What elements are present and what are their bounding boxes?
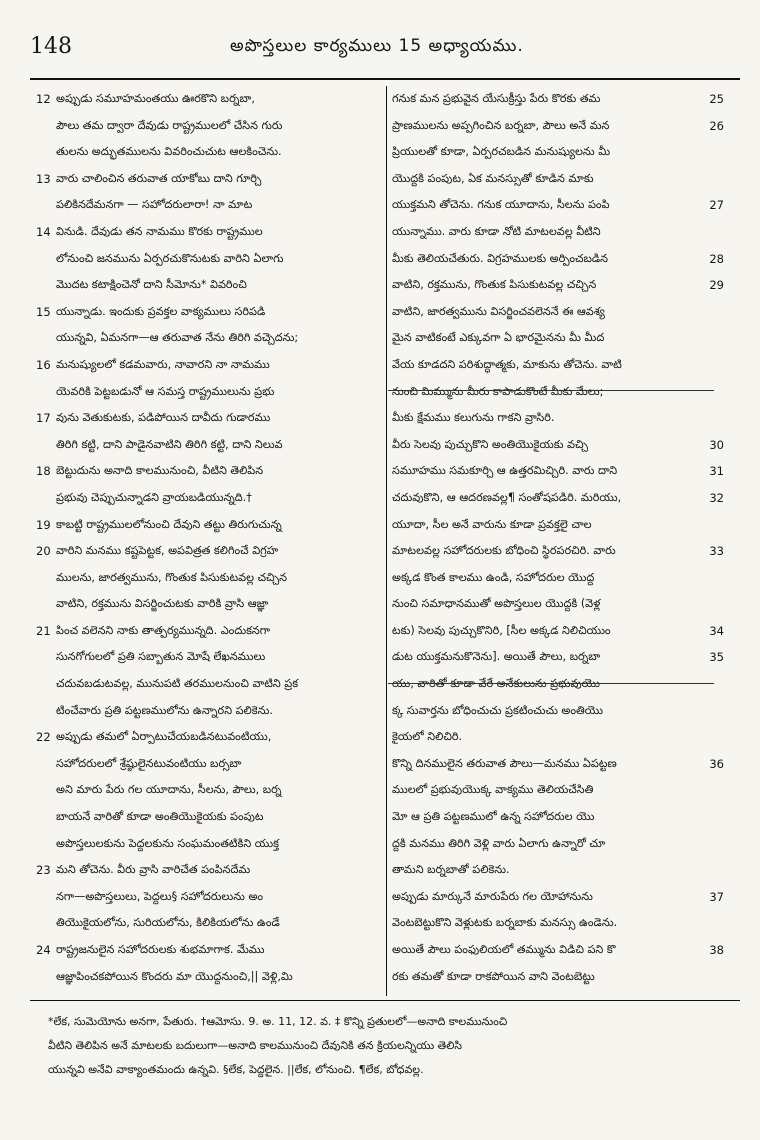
- verse-line: [36, 299, 382, 326]
- verse-text: వాటిని, జారత్వమును విసర్జించవలెననే ఈ ఆవశ్య: [392, 304, 605, 318]
- verse-text: రాష్ట్రజనులైన సహోదరులకు శుభమాగాక. మేము: [56, 943, 265, 956]
- verse-number: 26: [709, 118, 724, 133]
- paragraph-separator: [388, 683, 714, 684]
- verse-text: మీకు తెలియచేతురు. విగ్రహములకు అర్పించబడిన: [392, 251, 609, 265]
- verse-line: [392, 405, 724, 432]
- verse-number: 24: [36, 943, 51, 957]
- verse-text: అని మారు పేరు గల యూదాను, సీలను, పౌలు, బర్న: [56, 783, 282, 797]
- left-column: [36, 86, 382, 996]
- verse-line: [392, 937, 724, 964]
- verse-number: 36: [709, 756, 724, 771]
- verse-text: మని తోచెను. వీరు వ్రాసి వారిచేత పంపినదేమ: [56, 863, 251, 877]
- verse-line: [36, 937, 382, 964]
- verse-line: [36, 964, 382, 991]
- verse-line: [36, 671, 382, 698]
- verse-line: [36, 192, 382, 219]
- verse-text: నగా—అపొస్తలులు, పెద్దలు§ సహోదరులును అం: [56, 889, 264, 903]
- verse-text: కాబట్టి రాష్ట్రములలోనుంచి దేవుని తట్టు తిరుగుచున్న: [56, 517, 282, 531]
- verse-line: [392, 458, 724, 485]
- verse-text: వారు చాలించిన తరువాత యాకోబు దాని గూర్చి: [56, 171, 262, 185]
- verse-line: [36, 432, 382, 459]
- verse-line: [36, 591, 382, 618]
- verse-text: వేయ కూడదని పరిశుద్ధాత్మకు, మాకును తోచెను. వాటి: [392, 357, 622, 371]
- verse-text: యుక్తమని తోచెను. గనుక యూదాను, సీలను పంపి: [392, 198, 610, 212]
- verse-text: బాయనే వారితో కూడా అంతియొకైయకు పంపుట: [56, 810, 264, 824]
- verse-line: [36, 272, 382, 299]
- verse-text: టకు) సెలవు పుచ్చుకొనిరి, [సీల అక్కడ నిలిచియుం: [392, 623, 611, 637]
- verse-line: [36, 86, 382, 113]
- verse-line: [392, 379, 724, 406]
- verse-text: లోనుంచి జనమును ఏర్పరచుకొనుటకు వారిని ఏలాగు: [56, 251, 284, 265]
- page-number: 148: [30, 34, 72, 59]
- verse-number: 29: [709, 278, 724, 293]
- verse-line: [36, 538, 382, 565]
- verse-text: డుట యుక్తమనుకొనెను]. అయితే పౌలు, బర్నబా: [392, 650, 601, 664]
- verse-line: [392, 86, 724, 113]
- verse-number: 16: [36, 357, 51, 372]
- footnotes: [48, 1010, 738, 1082]
- verse-text: సహోదరులలో శ్రేష్ఠులైనటువంటియు బర్సబా: [56, 756, 242, 770]
- verse-text: సునగోగులలో ప్రతి సబ్బాతున మోషే లేఖనములు: [56, 650, 266, 664]
- verse-line: [36, 379, 382, 406]
- header-rule: [30, 78, 740, 80]
- verse-line: [392, 671, 724, 698]
- verse-line: [36, 219, 382, 246]
- verse-line: [36, 777, 382, 804]
- verse-line: [392, 299, 724, 326]
- verse-text: సమూహము సమకూర్చి ఆ ఉత్తరమిచ్చిరి. వారు దాని: [392, 464, 618, 478]
- verse-line: [392, 246, 724, 273]
- verse-line: [392, 777, 724, 804]
- verse-text: నుంచి మిమ్మును మీరు కాపాడుకొంటే మీకు మేలు;: [392, 384, 604, 398]
- verse-number: 23: [36, 863, 51, 878]
- verse-line: [392, 751, 724, 778]
- verse-line: [392, 618, 724, 645]
- verse-number: 15: [36, 304, 51, 319]
- verse-text: మో ఆ ప్రతి పట్టణములో ఉన్న సహోదరుల యొ: [392, 810, 595, 824]
- footnote-line: వీటిని తెలిపిన అనే మాటలకు బదులుగా—అనాది కాలమునుంచి దేవునికి తన క్రియలన్నియు తెలిసి: [48, 1039, 463, 1052]
- verse-line: [392, 352, 724, 379]
- verse-text: ద్దకి మనము తిరిగి వెళ్లి వారు ఏలాగు ఉన్నారో చూ: [392, 836, 606, 850]
- verse-line: [392, 857, 724, 884]
- verse-line: [36, 644, 382, 671]
- verse-line: [36, 405, 382, 432]
- verse-line: [392, 432, 724, 459]
- page-header: [30, 30, 740, 70]
- verse-line: [36, 724, 382, 751]
- footnote-line: యున్నవి అనేవి వాక్యాంతమందు ఉన్నవి. §లేక, పెద్దలైన. ||లేక, లోనుంచి. ¶లేక, బోధవల్ల.: [48, 1063, 424, 1076]
- verse-number: 14: [36, 224, 51, 239]
- footnote-line: *లేక, సుమెయోను అనగా, పేతురు. †ఆమోసు. 9. అ. 11, 12. వ. ‡ కొన్ని ప్రతులలో—అనాది కాలమునుంచి: [48, 1015, 508, 1028]
- verse-text: అక్కడ కొంత కాలము ఉండి, సహోదరుల యొద్ద: [392, 570, 595, 584]
- verse-number: 17: [36, 411, 51, 426]
- verse-line: [392, 192, 724, 219]
- verse-line: [392, 565, 724, 592]
- verse-text: కొన్ని దినములైన తరువాత పౌలు—మనము ఏపట్టణ: [392, 756, 617, 770]
- verse-text: చదువుకొని, ఆ ఆదరణవల్ల¶ సంతోషపడిరి. మరియు,: [392, 490, 622, 504]
- verse-text: ములను, జారత్వమును, గొంతుక పిసుకుటవల్ల చచ్చిన: [56, 570, 287, 584]
- verse-text: నుంచి సమాధానముతో అపొస్తలుల యొద్దకి (వెళ్ల: [392, 597, 601, 611]
- verse-line: [392, 591, 724, 618]
- verse-text: వారిని మనము కష్టపెట్టక, అపవిత్రత కలిగించే విగ్రహ: [56, 544, 279, 558]
- verse-line: [36, 698, 382, 725]
- verse-text: అప్పుడు సమూహమంతయు ఊరకొని బర్నబా,: [56, 92, 255, 105]
- verse-line: [392, 804, 724, 831]
- verse-text: పలికినదేమనగా — సహోదరులారా! నా మాట: [56, 198, 253, 212]
- verse-number: 22: [36, 730, 51, 745]
- page-title: అపొస్తలుల కార్యములు 15 అధ్యాయము.: [230, 36, 524, 56]
- verse-text: గనుక మన ప్రభువైన యేసుక్రీస్తు పేరు కొరకు తమ: [392, 92, 601, 105]
- verse-text: పౌలు తమ ద్వారా దేవుడు రాష్ట్రములలో చేసిన గురు: [56, 118, 283, 132]
- verse-line: [392, 990, 724, 996]
- verse-number: 33: [709, 544, 724, 559]
- verse-text: రకు తమతో కూడా రాకపోయిన వాని వెంటబెట్టు: [392, 969, 595, 983]
- verse-number: 38: [709, 943, 724, 957]
- verse-number: 27: [709, 198, 724, 213]
- verse-text: కైయలో నిలిచిరి.: [392, 730, 463, 744]
- verse-line: [36, 565, 382, 592]
- verse-line: [392, 139, 724, 166]
- right-column: [392, 86, 724, 996]
- verse-line: [392, 512, 724, 539]
- verse-text: యున్నాడు. ఇందుకు ప్రవక్తల వాక్యములు సరిపడి: [56, 304, 266, 318]
- verse-text: తియొకైయలోను, సురియలోను, కిలికియలోను ఉండే: [56, 916, 280, 930]
- verse-line: [36, 325, 382, 352]
- verse-text: ప్రాణములను అప్పగించిన బర్నబా, పౌలు అనే మన: [392, 118, 610, 132]
- verse-text: యెవరికి పెట్టబడునో ఆ సమస్త రాష్ట్రములును ప్రభు: [56, 384, 275, 398]
- verse-number: 13: [36, 171, 51, 186]
- verse-text: తామని బర్నబాతో పలికెను.: [392, 863, 510, 877]
- verse-number: 30: [709, 437, 724, 452]
- verse-text: యొద్దకి పంపుట, ఏక మనస్సుతో కూడిన మాకు: [392, 171, 594, 185]
- verse-text: తులను అద్భుతములను వివరించుచుట ఆలకించెను.: [56, 145, 282, 159]
- verse-line: [36, 166, 382, 193]
- verse-line: [36, 804, 382, 831]
- verse-text: మనుష్యులలో కడమవారు, నావారని నా నామము: [56, 357, 270, 371]
- paragraph-separator: [388, 390, 714, 391]
- verse-line: [392, 272, 724, 299]
- verse-text: అప్పుడు తమలో ఏర్పాటుచేయబడినటువంటియు,: [56, 730, 272, 744]
- verse-number: 35: [709, 650, 724, 665]
- verse-line: [392, 166, 724, 193]
- verse-line: [36, 831, 382, 858]
- verse-line: [36, 246, 382, 273]
- verse-line: [36, 618, 382, 645]
- verse-line: [392, 113, 724, 140]
- verse-line: [392, 325, 724, 352]
- verse-line: [36, 485, 382, 512]
- verse-line: [36, 857, 382, 884]
- verse-line: [36, 751, 382, 778]
- verse-line: [392, 698, 724, 725]
- verse-text: తిరిగి కట్టి, దాని పాడైనవాటిని తిరిగి కట్టి, దాని నిలువ: [56, 437, 283, 451]
- verse-line: [392, 884, 724, 911]
- verse-line: [392, 219, 724, 246]
- verse-text: ప్రియులతో కూడా, ఏర్పరచబడిన మనుష్యులను మీ: [392, 145, 611, 159]
- verse-number: [709, 990, 724, 996]
- verse-text: టించేవారు ప్రతి పట్టణములోను ఉన్నారని పలికెను.: [56, 703, 273, 717]
- verse-line: [36, 352, 382, 379]
- verse-line: [392, 910, 724, 937]
- verse-text: వాటిని, రక్తమును విసర్జించుటకు వారికి వ్రాసి ఆజ్ఞా: [56, 597, 269, 611]
- verse-text: పించ వలెనని నాకు తాత్పర్యమున్నది. ఎందుకనగా: [56, 623, 271, 637]
- verse-line: [36, 884, 382, 911]
- verse-text: వాటిని, రక్తమును, గొంతుక పిసుకుటవల్ల చచ్చిన: [392, 278, 597, 292]
- verse-text: ప్రభువు చెప్పుచున్నాడని వ్రాయబడియున్నది.†: [56, 490, 252, 504]
- verse-line: [392, 485, 724, 512]
- verse-text: వినుడి. దేవుడు తన నామము కొరకు రాష్ట్రముల: [56, 224, 263, 238]
- verse-text: వీరు సెలవు పుచ్చుకొని అంతియొకైయకు వచ్చి: [392, 437, 589, 451]
- verse-number: 31: [709, 464, 724, 479]
- verse-number: 37: [709, 889, 724, 904]
- verse-text: యు, వారితో కూడా వేరే అనేకులును ప్రభువుయొ: [392, 677, 600, 691]
- verse-line: [392, 964, 724, 991]
- verse-line: [36, 113, 382, 140]
- verse-text: ములలో ప్రభువుయొక్క వాక్యము తెలియచేసితి: [392, 783, 594, 797]
- column-divider: [386, 86, 387, 996]
- verse-number: 25: [709, 92, 724, 106]
- verse-text: వును వెతుకుటకు, పడిపోయిన దావీదు గుడారము: [56, 411, 271, 425]
- verse-line: [36, 139, 382, 166]
- verse-number: 32: [709, 490, 724, 505]
- verse-number: 34: [709, 623, 724, 638]
- verse-line: [392, 724, 724, 751]
- verse-number: 19: [36, 517, 51, 532]
- verse-text: చదువబడుటవల్ల, మునుపటి తరములనుంచి వాటిని ప్రక: [56, 677, 299, 691]
- verse-number: 21: [36, 623, 51, 638]
- verse-text: మీకు క్షేమము కలుగును గాకని వ్రాసిరి.: [392, 411, 555, 425]
- verse-text: మైన వాటికంటే ఎక్కువగా ఏ భారమైనను మీ మీద: [392, 331, 605, 345]
- verse-number: 18: [36, 464, 51, 479]
- verse-line: [392, 644, 724, 671]
- verse-number: 12: [36, 92, 51, 106]
- verse-text: అయితే పౌలు పంఫులియలో తమ్మును విడిచి పని కొ: [392, 943, 616, 956]
- verse-number: 20: [36, 544, 51, 559]
- verse-line: [36, 458, 382, 485]
- verse-line: [36, 990, 382, 996]
- verse-text: బెట్టుదును అనాది కాలమునుంచి, వీటిని తెలిపిన: [56, 464, 264, 478]
- verse-line: [36, 512, 382, 539]
- footnote-rule: [30, 1000, 740, 1001]
- verse-text: అపొస్తలులకును పెద్దలకును సంఘమంతటికిని యుక్త: [56, 836, 279, 850]
- verse-line: [392, 538, 724, 565]
- verse-line: [36, 910, 382, 937]
- verse-text: మాటలవల్ల సహోదరులకు బోధించి స్థిరపరచిరి. వారు: [392, 544, 616, 558]
- verse-text: క్క సువార్తను బోధించుచు ప్రకటించుచు అంతియొ: [392, 703, 604, 717]
- verse-text: యున్నవి, ఏమనగా—ఆ తరువాత నేను తిరిగి వచ్చెదను;: [56, 331, 299, 345]
- verse-text: వెంటబెట్టుకొని వెళ్లుటకు బర్నబాకు మనస్సు ఉండెను.: [392, 916, 618, 930]
- verse-line: [392, 831, 724, 858]
- verse-text: అప్పుడు మార్కునే మారుపేరు గల యోహానును: [392, 889, 593, 903]
- verse-text: యున్నాము. వారు కూడా నోటి మాటలవల్ల వీటిని: [392, 224, 601, 238]
- verse-text: ఆజ్ఞాపించకపోయిన కొందరు మా యొద్దనుంచి,|| వెళ్లి,మి: [56, 969, 293, 983]
- verse-number: 28: [709, 251, 724, 266]
- verse-text: మొదట కటాక్షించెనో దాని సీమోను* వివరించి: [56, 278, 247, 292]
- verse-text: యూదా, సీల అనే వారును కూడా ప్రవక్తలై చాల: [392, 517, 592, 531]
